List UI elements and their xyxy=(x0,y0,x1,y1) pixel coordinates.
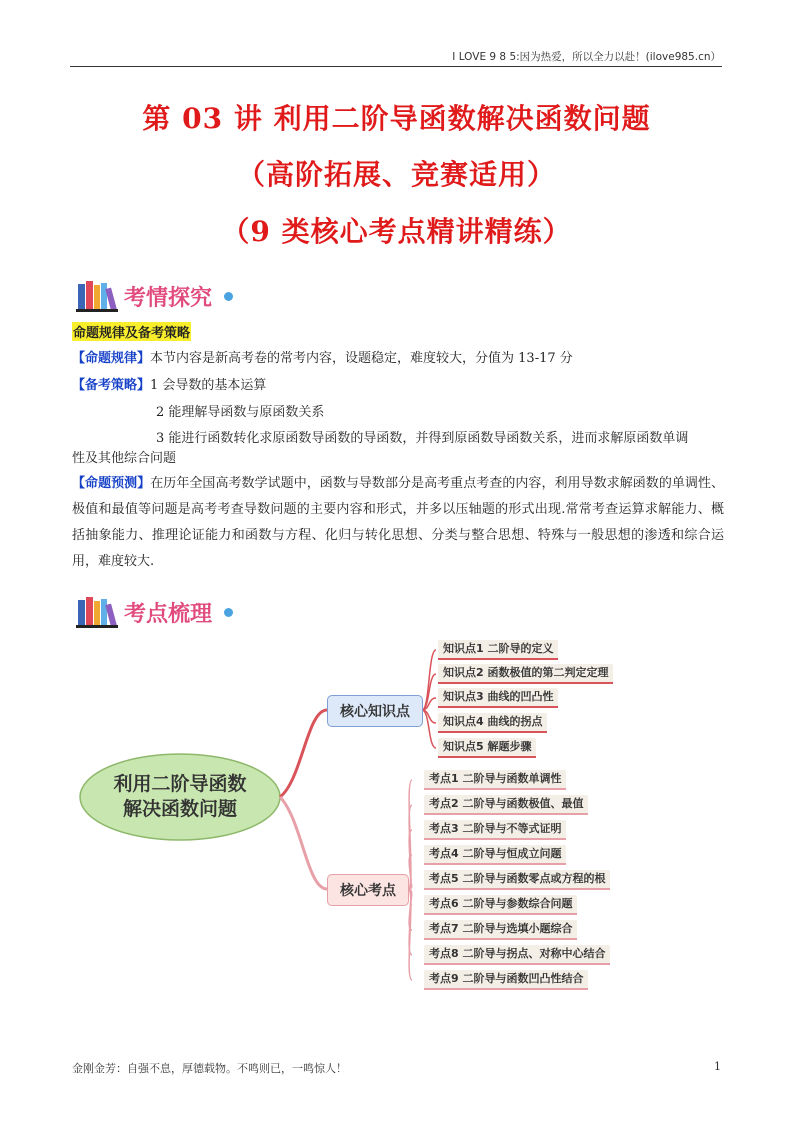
mind-map xyxy=(72,630,652,1000)
page-number: 1 xyxy=(714,1060,721,1073)
key-point-item: 考点4 二阶导与恒成立问题 xyxy=(424,845,566,865)
rule-text: 本节内容是新高考卷的常考内容，设题稳定，难度较大，分值为 13-17 分 xyxy=(150,351,573,366)
key-point-item: 考点2 二阶导与函数极值、最值 xyxy=(424,795,588,815)
strategy-tag: 【备考策略】 xyxy=(72,378,151,393)
page-subtitle-2: （9 类核心考点精讲精练） xyxy=(221,215,572,248)
header-divider xyxy=(70,66,722,67)
footer-motto: 金刚金芳：自强不息，厚德载物。不鸣则已，一鸣惊人！ xyxy=(72,1062,347,1075)
dot-icon xyxy=(224,608,233,617)
knowledge-item: 知识点1 二阶导的定义 xyxy=(438,640,558,660)
key-point-item: 考点3 二阶导与不等式证明 xyxy=(424,820,566,840)
key-point-item: 考点8 二阶导与拐点、对称中心结合 xyxy=(424,945,610,965)
forecast-paragraph xyxy=(72,471,724,575)
root-line-2: 解决函数问题 xyxy=(122,798,237,820)
section-heading-exam-analysis xyxy=(76,278,246,314)
page-title: 第 03 讲 利用二阶导函数解决函数问题 xyxy=(142,102,651,135)
strategy-item: 3 能进行函数转化求原函数导函数的导函数，并得到原函数导函数关系，进而求解原函数单调 xyxy=(156,431,689,446)
dot-icon xyxy=(224,292,233,301)
key-point-item: 考点6 二阶导与参数综合问题 xyxy=(424,895,577,915)
key-point-item: 考点7 二阶导与选填小题综合 xyxy=(424,920,577,940)
section-heading-key-points xyxy=(76,594,246,630)
root-line-1: 利用二阶导函数 xyxy=(113,773,247,795)
strategy-item: 2 能理解导函数与原函数关系 xyxy=(156,405,325,420)
books-icon xyxy=(76,278,120,312)
knowledge-item: 知识点5 解题步骤 xyxy=(438,738,536,758)
strategy-item: 性及其他综合问题 xyxy=(72,451,177,466)
key-point-item: 考点5 二阶导与函数零点或方程的根 xyxy=(424,870,610,890)
key-point-item: 考点9 二阶导与函数凹凸性结合 xyxy=(424,970,588,990)
strategy-item: 1 会导数的基本运算 xyxy=(150,378,267,393)
branch-core-points: 核心考点 xyxy=(327,874,409,906)
knowledge-item: 知识点2 函数极值的第二判定定理 xyxy=(438,664,613,684)
knowledge-item: 知识点3 曲线的凹凸性 xyxy=(438,688,558,708)
section-title: 考情探究 xyxy=(124,286,213,311)
branch-core-knowledge: 核心知识点 xyxy=(327,695,423,727)
page-header: I LOVE 9 8 5:因为热爱，所以全力以赴！(ilove985.cn） xyxy=(452,51,721,63)
section-title: 考点梳理 xyxy=(124,602,213,627)
mind-map-root xyxy=(80,754,280,840)
key-point-item: 考点1 二阶导与函数单调性 xyxy=(424,770,566,790)
rule-tag: 【命题规律】 xyxy=(72,351,151,366)
strategy-paragraph xyxy=(72,373,724,399)
highlight-label: 命题规律及备考策略 xyxy=(72,322,191,341)
books-icon xyxy=(76,594,120,628)
forecast-tag: 【命题预测】 xyxy=(72,476,151,491)
page-subtitle: （高阶拓展、竞赛适用） xyxy=(236,158,556,191)
knowledge-item: 知识点4 曲线的拐点 xyxy=(438,713,547,733)
rule-paragraph xyxy=(72,346,724,372)
forecast-text: 在历年全国高考数学试题中，函数与导数部分是高考重点考查的内容，利用导数求解函数的单调性、极值和最值等问题是高考考查导数问题的主要内容和形式，并多以压轴题的形式出现.常常考查运算求解能力、概括抽象能力、推理论证能力和函数与方程、化归与转化思想、分类与整合思想、特殊与一般思想的渗透和综合运用，难度较大. xyxy=(72,476,724,569)
